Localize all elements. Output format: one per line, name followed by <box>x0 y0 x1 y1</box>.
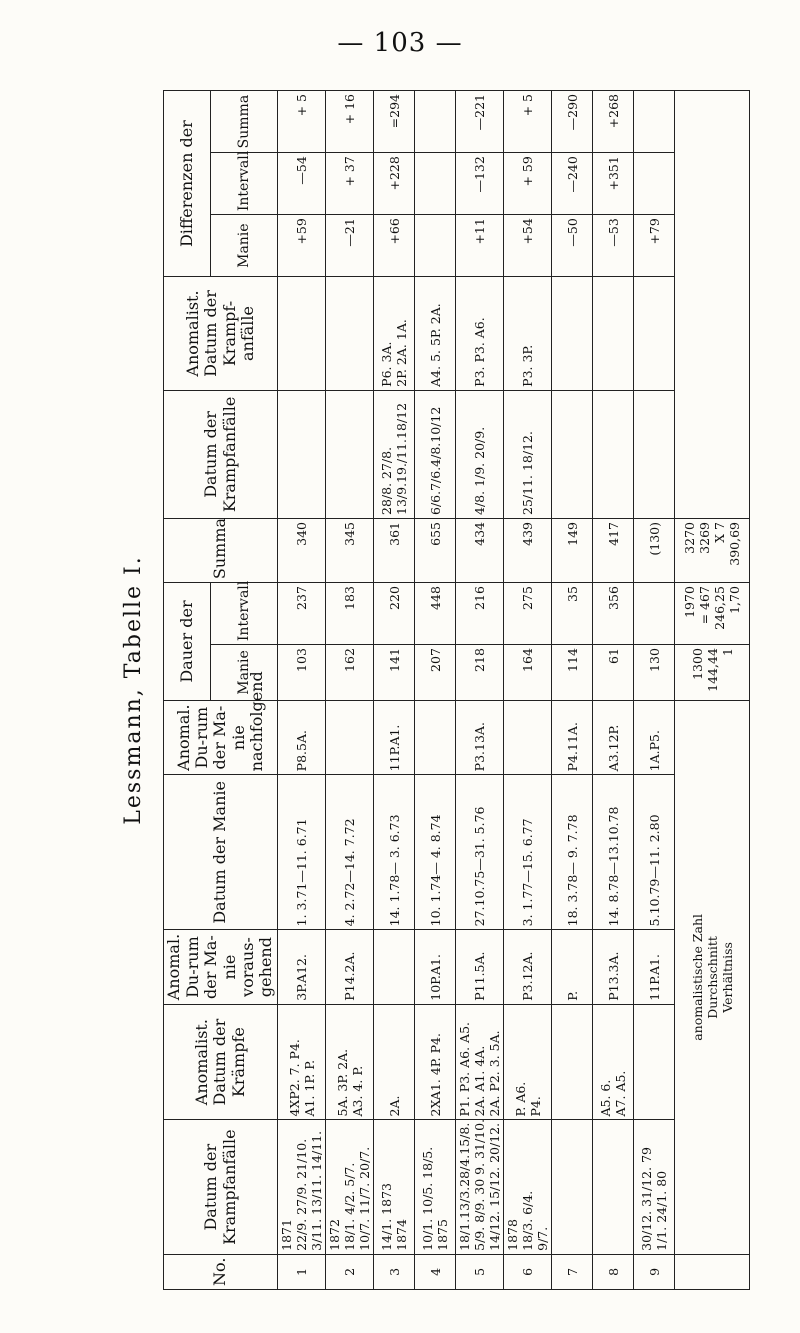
cell-anomalist-kraempfe-2: A4. 5. 5P. 2A. <box>415 277 456 391</box>
cell-summa: 340 <box>278 519 326 583</box>
cell-anomal-manie-nach: 11P.A1. <box>374 700 415 774</box>
cell-no: 2 <box>326 1254 374 1289</box>
cell-anomalist-kraempfe-2 <box>278 277 326 391</box>
table-row <box>634 91 675 1290</box>
cell-summa: 417 <box>593 519 634 583</box>
cell-dauer-manie: 103 <box>278 645 326 701</box>
cell-anomal-manie-vor: 11P.A1. <box>634 930 675 1004</box>
cell-diff-intervall: + 59 <box>504 153 552 215</box>
cell-anomal-manie-nach <box>326 700 374 774</box>
cell-datum-manie: 5.10.79—11. 2.80 <box>634 775 675 930</box>
table-caption: Lessmann, Tabelle I. <box>121 555 146 825</box>
cell-datum-kraempfe: 1871 22/9. 27/9. 21/10. 3/11. 13/11. 14/11. <box>278 1120 326 1254</box>
cell-no: 4 <box>415 1254 456 1289</box>
cell-anomal-manie-vor: P13.3A. <box>593 930 634 1004</box>
cell-anomal-manie-nach: A3.12P. <box>593 700 634 774</box>
cell-summa: 439 <box>504 519 552 583</box>
cell-no: 6 <box>504 1254 552 1289</box>
cell-datum-kraempfe-2: 4/8. 1/9. 20/9. <box>456 390 504 518</box>
cell-diff-manie: —53 <box>593 215 634 277</box>
cell-anomal-manie-nach: 1A.P5. <box>634 700 675 774</box>
cell-anomal-manie-vor: 3P.A12. <box>278 930 326 1004</box>
header-anomal-manie-nach: Anomal. Du-rum der Ma-nie nachfolgend <box>164 700 278 774</box>
cell-anomal-manie-vor: 10P.A1. <box>415 930 456 1004</box>
cell-datum-kraempfe-2 <box>634 390 675 518</box>
cell-datum-kraempfe-2 <box>326 390 374 518</box>
table-row <box>456 91 504 1290</box>
cell-anomal-manie-vor: P. <box>552 930 593 1004</box>
cell-summa: 345 <box>326 519 374 583</box>
cell-anomalist-kraempfe: 2XA1. 4P. P4. <box>415 1004 456 1120</box>
header-anomalist-kraempfe-2: Anomalist. Datum der Krampf-anfälle <box>164 277 278 391</box>
cell-diff-summa: + 5 <box>504 91 552 153</box>
header-differenzen: Differenzen der <box>164 91 211 277</box>
cell-diff-intervall: —54 <box>278 153 326 215</box>
header-dauer-intervall: Intervall <box>211 583 278 645</box>
header-diff-manie: Manie <box>211 215 278 277</box>
cell-dauer-manie: 207 <box>415 645 456 701</box>
cell-dauer-manie: 61 <box>593 645 634 701</box>
cell-anomal-manie-nach <box>504 700 552 774</box>
table-body <box>278 91 750 1290</box>
cell-datum-kraempfe: 18/1.13/3.28/4.15/8. 5/9. 8/9. 30 9. 31/10. 14/12. 15/12. 20/12. <box>456 1120 504 1254</box>
cell-diff-manie: +59 <box>278 215 326 277</box>
table-row <box>374 91 415 1290</box>
cell-datum-kraempfe-2 <box>593 390 634 518</box>
cell-anomalist-kraempfe: 4XP2. 7. P4. A1. 1P. P. <box>278 1004 326 1120</box>
cell-no: 9 <box>634 1254 675 1289</box>
cell-diff-summa: —221 <box>456 91 504 153</box>
cell-diff-intervall: +351 <box>593 153 634 215</box>
header-diff-summa: Summa <box>211 91 278 153</box>
cell-datum-manie: 18. 3.78— 9. 7.78 <box>552 775 593 930</box>
cell-dauer-intervall: 448 <box>415 583 456 645</box>
cell-datum-kraempfe-2 <box>552 390 593 518</box>
header-datum-kraempfe-2: Datum der Krampfanfälle <box>164 390 278 518</box>
cell-no: 7 <box>552 1254 593 1289</box>
table-row <box>552 91 593 1290</box>
cell-diff-summa: =294 <box>374 91 415 153</box>
cell-anomalist-kraempfe: P1. P3. A6. A5. 2A. A1. 4A. 2A. P2. 3. 5A. <box>456 1004 504 1120</box>
cell-diff-manie: +66 <box>374 215 415 277</box>
cell-summa: 149 <box>552 519 593 583</box>
cell-datum-manie: 3. 1.77—15. 6.77 <box>504 775 552 930</box>
cell-dauer-manie: 114 <box>552 645 593 701</box>
cell-diff-manie: +11 <box>456 215 504 277</box>
header-dauer: Dauer der <box>164 583 211 701</box>
cell-anomalist-kraempfe-2 <box>552 277 593 391</box>
cell-diff-intervall <box>634 153 675 215</box>
header-summa: Summa <box>164 519 278 583</box>
cell-no: 3 <box>374 1254 415 1289</box>
cell-dauer-manie: 141 <box>374 645 415 701</box>
cell-diff-manie: +79 <box>634 215 675 277</box>
cell-datum-kraempfe-2: 6/6.7/6.4/8.10/12 <box>415 390 456 518</box>
cell-datum-kraempfe-2 <box>278 390 326 518</box>
cell-diff-intervall: —240 <box>552 153 593 215</box>
cell-anomal-manie-nach <box>415 700 456 774</box>
cell-summa: (130) <box>634 519 675 583</box>
cell-datum-kraempfe: 1872 18/1. 4/2. 5/7. 10/7. 11/7. 20/7. <box>326 1120 374 1254</box>
cell-dauer-manie: 130 <box>634 645 675 701</box>
cell-anomalist-kraempfe-2: P6. 3A. 2P. 2A. 1A. <box>374 277 415 391</box>
cell-dauer-manie: 162 <box>326 645 374 701</box>
summary-rest <box>675 91 750 519</box>
table-row <box>593 91 634 1290</box>
header-dauer-manie: Manie <box>211 645 278 701</box>
cell-no: 1 <box>278 1254 326 1289</box>
cell-anomalist-kraempfe <box>552 1004 593 1120</box>
header-datum-manie: Datum der Manie <box>164 775 278 930</box>
cell-datum-manie: 4. 2.72—14. 7.72 <box>326 775 374 930</box>
cell-dauer-intervall: 237 <box>278 583 326 645</box>
cell-dauer-manie: 218 <box>456 645 504 701</box>
cell-diff-manie: —21 <box>326 215 374 277</box>
cell-anomal-manie-vor <box>374 930 415 1004</box>
cell-diff-summa <box>415 91 456 153</box>
cell-anomal-manie-nach: P8.5A. <box>278 700 326 774</box>
cell-diff-manie: —50 <box>552 215 593 277</box>
header-datum-kraempfe: Datum der Krampfanfälle <box>164 1120 278 1254</box>
cell-anomal-manie-vor: P11.5A. <box>456 930 504 1004</box>
cell-anomalist-kraempfe: 2A. <box>374 1004 415 1120</box>
cell-dauer-intervall: 35 <box>552 583 593 645</box>
cell-diff-intervall <box>415 153 456 215</box>
summary-manie: 1300 144,44 1 <box>675 645 750 701</box>
cell-diff-manie: +54 <box>504 215 552 277</box>
summary-blank <box>675 1254 750 1289</box>
cell-diff-intervall: + 37 <box>326 153 374 215</box>
cell-datum-kraempfe-2: 25/11. 18/12. <box>504 390 552 518</box>
header-diff-intervall: Intervall <box>211 153 278 215</box>
cell-datum-manie: 14. 1.78— 3. 6.73 <box>374 775 415 930</box>
header-no: No. <box>164 1254 278 1289</box>
cell-anomal-manie-vor: P3.12A. <box>504 930 552 1004</box>
cell-anomalist-kraempfe: A5. 6. A7. A5. <box>593 1004 634 1120</box>
cell-datum-manie: 14. 8.78—13.10.78 <box>593 775 634 930</box>
cell-anomalist-kraempfe-2 <box>593 277 634 391</box>
cell-diff-summa: + 16 <box>326 91 374 153</box>
cell-datum-kraempfe <box>552 1120 593 1254</box>
cell-datum-kraempfe: 10/1. 10/5. 18/5. 1875 <box>415 1120 456 1254</box>
header-anomal-manie-vor: Anomal. Du-rum der Ma-nie voraus-gehend <box>164 930 278 1004</box>
cell-diff-summa: —290 <box>552 91 593 153</box>
cell-anomal-manie-nach: P3.13A. <box>456 700 504 774</box>
cell-diff-manie <box>415 215 456 277</box>
cell-diff-summa: + 5 <box>278 91 326 153</box>
cell-datum-kraempfe-2: 28/8. 27/8. 13/9.19./11.18/12 <box>374 390 415 518</box>
cell-anomalist-kraempfe: P. A6. P4. <box>504 1004 552 1120</box>
page-number: — 103 — <box>337 28 463 58</box>
cell-anomal-manie-nach: P4.11A. <box>552 700 593 774</box>
cell-diff-intervall: —132 <box>456 153 504 215</box>
cell-anomal-manie-vor: P14.2A. <box>326 930 374 1004</box>
summary-row <box>675 91 750 1290</box>
cell-datum-kraempfe: 14/1. 1873 1874 <box>374 1120 415 1254</box>
cell-dauer-intervall <box>634 583 675 645</box>
cell-dauer-intervall: 275 <box>504 583 552 645</box>
cell-dauer-intervall: 183 <box>326 583 374 645</box>
cell-diff-summa: +268 <box>593 91 634 153</box>
cell-diff-summa <box>634 91 675 153</box>
cell-anomalist-kraempfe: 5A. 3P. 2A. A3. 4. P. <box>326 1004 374 1120</box>
rotated-table-block <box>108 90 742 1290</box>
cell-datum-kraempfe <box>593 1120 634 1254</box>
summary-summa: 3270 3269 X 7 390,69 <box>675 519 750 583</box>
summary-intervall: 1970 = 467 246,25 1,70 <box>675 583 750 645</box>
cell-anomalist-kraempfe-2: P3. P3. A6. <box>456 277 504 391</box>
cell-dauer-intervall: 220 <box>374 583 415 645</box>
table-row <box>278 91 326 1290</box>
cell-anomalist-kraempfe <box>634 1004 675 1120</box>
cell-datum-kraempfe: 1878 18/3. 6/4. 9/7. <box>504 1120 552 1254</box>
table-row <box>326 91 374 1290</box>
summary-labels: anomalistische Zahl Durchschnitt Verhältniss <box>675 700 750 1254</box>
cell-anomalist-kraempfe-2 <box>326 277 374 391</box>
cell-dauer-intervall: 356 <box>593 583 634 645</box>
cell-datum-kraempfe: 30/12. 31/12. 79 1/1. 24/1. 80 <box>634 1120 675 1254</box>
cell-datum-manie: 10. 1.74— 4. 8.74 <box>415 775 456 930</box>
cell-dauer-manie: 164 <box>504 645 552 701</box>
cell-summa: 434 <box>456 519 504 583</box>
cell-datum-manie: 1. 3.71—11. 6.71 <box>278 775 326 930</box>
header-anomalist-kraempfe: Anomalist. Datum der Krämpfe <box>164 1004 278 1120</box>
table-row <box>415 91 456 1290</box>
cell-no: 5 <box>456 1254 504 1289</box>
cell-dauer-intervall: 216 <box>456 583 504 645</box>
data-table <box>163 90 750 1290</box>
cell-summa: 361 <box>374 519 415 583</box>
cell-anomalist-kraempfe-2: P3. 3P. <box>504 277 552 391</box>
cell-datum-manie: 27.10.75—31. 5.76 <box>456 775 504 930</box>
cell-diff-intervall: +228 <box>374 153 415 215</box>
cell-summa: 655 <box>415 519 456 583</box>
cell-anomalist-kraempfe-2 <box>634 277 675 391</box>
cell-no: 8 <box>593 1254 634 1289</box>
table-row <box>504 91 552 1290</box>
